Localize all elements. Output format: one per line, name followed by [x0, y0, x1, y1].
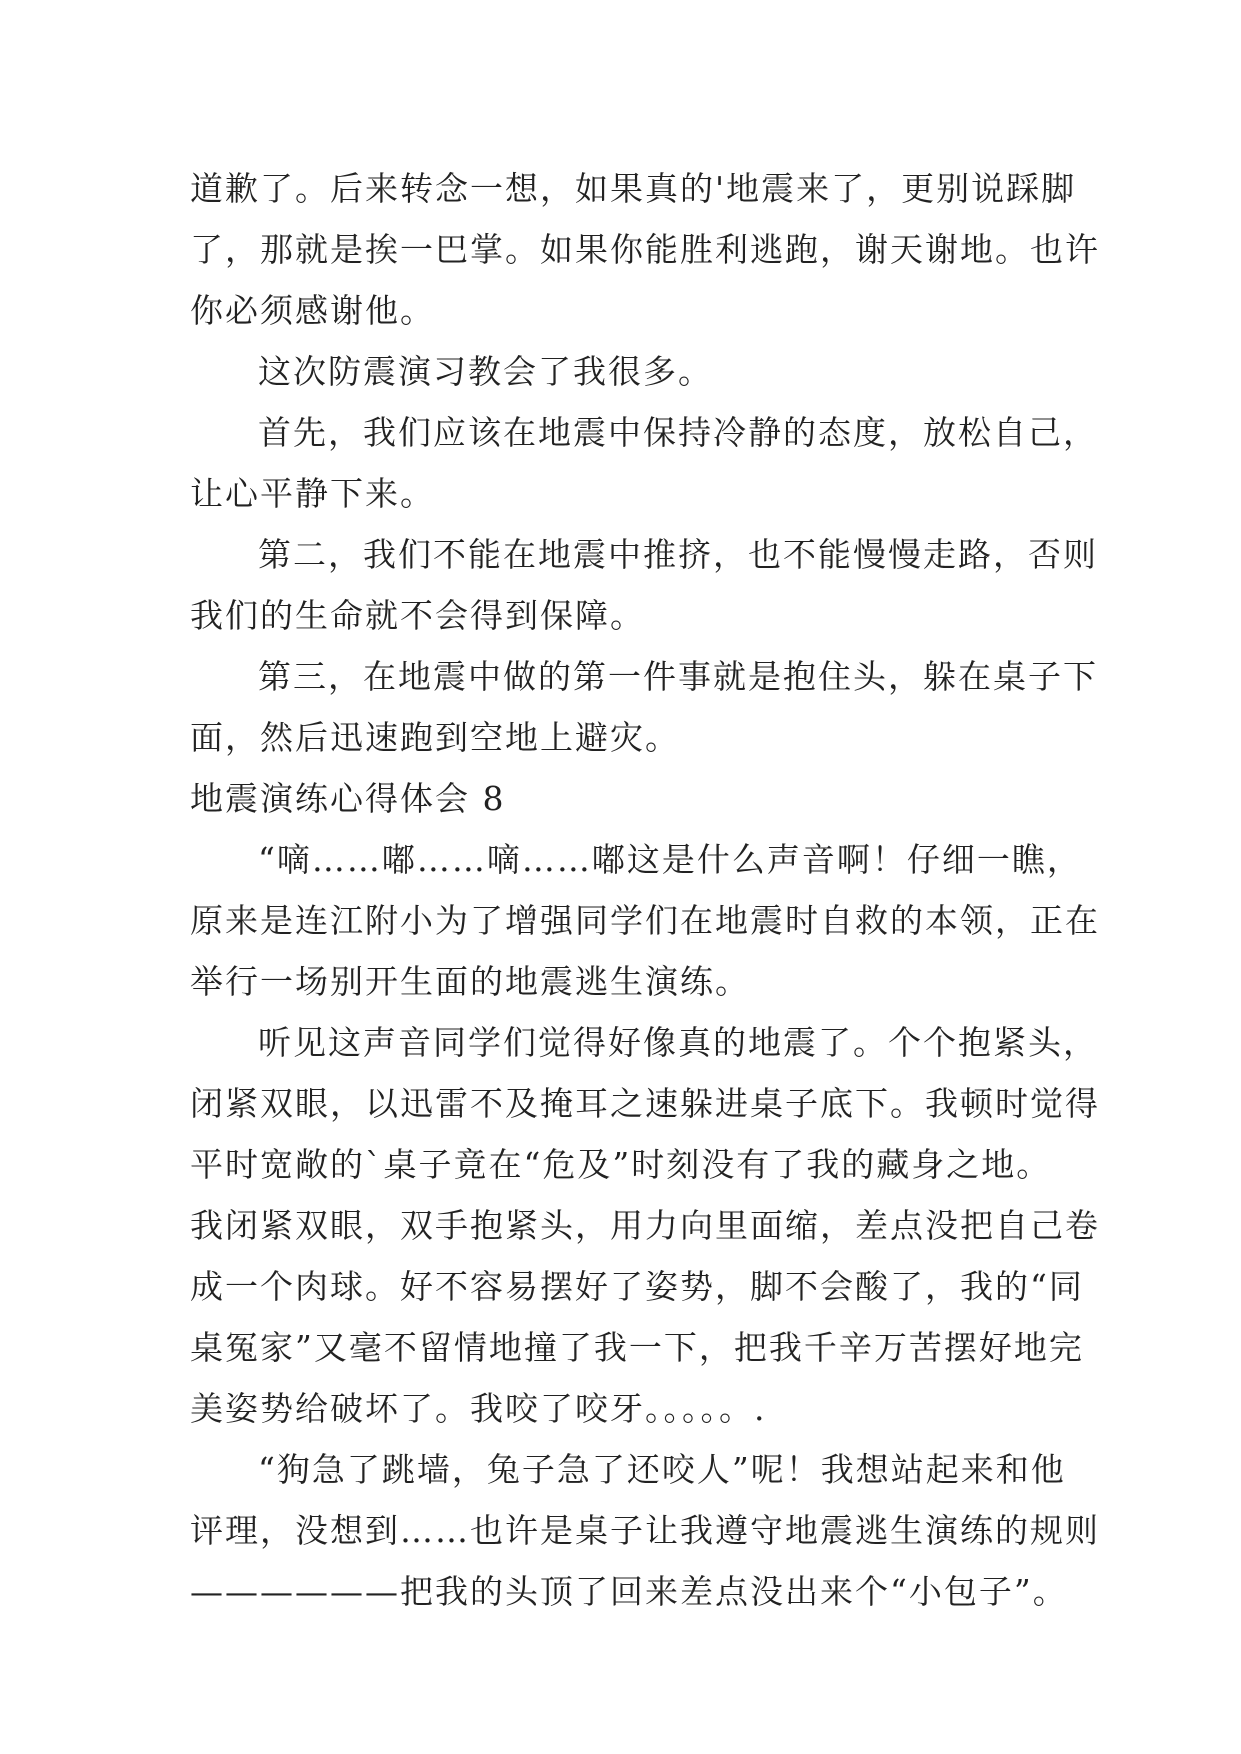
text-line: “嘀……嘟……嘀……嘟这是什么声音啊！仔细一瞧， — [258, 840, 1082, 879]
section-heading: 地震演练心得体会 8 — [190, 779, 506, 818]
text-line: 第二，我们不能在地震中推挤，也不能慢慢走路，否则 — [258, 535, 1098, 574]
text-line: 听见这声音同学们觉得好像真的地震了。个个抱紧头， — [258, 1023, 1098, 1062]
text-line: 道歉了。后来转念一想，如果真的'地震来了，更别说踩脚 — [190, 169, 1077, 208]
text-line: 让心平静下来。 — [190, 474, 435, 513]
text-line: “狗急了跳墙，兔子急了还咬人”呢！我想站起来和他 — [258, 1450, 1066, 1489]
text-line: 成一个肉球。好不容易摆好了姿势，脚不会酸了，我的“同 — [190, 1267, 1084, 1306]
text-line: 我闭紧双眼，双手抱紧头，用力向里面缩，差点没把自己卷 — [190, 1206, 1100, 1245]
document-body — [190, 158, 1100, 1622]
text-line: 这次防震演习教会了我很多。 — [258, 352, 713, 391]
text-line: 你必须感谢他。 — [190, 291, 435, 330]
text-line: 举行一场别开生面的地震逃生演练。 — [190, 962, 750, 1001]
text-line: ——————把我的头顶了回来差点没出来个“小包子”。 — [190, 1572, 1068, 1611]
text-line: 面，然后迅速跑到空地上避灾。 — [190, 718, 680, 757]
text-line: 美姿势给破坏了。我咬了咬牙。。。。。. — [190, 1389, 767, 1428]
text-line: 第三，在地震中做的第一件事就是抱住头，躲在桌子下 — [258, 657, 1098, 696]
text-line: 桌冤家”又毫不留情地撞了我一下，把我千辛万苦摆好地完 — [190, 1328, 1084, 1367]
text-line: 评理，没想到……也许是桌子让我遵守地震逃生演练的规则 — [190, 1511, 1100, 1550]
text-line: 平时宽敞的`桌子竟在“危及”时刻没有了我的藏身之地。 — [190, 1145, 1052, 1184]
text-line: 我们的生命就不会得到保障。 — [190, 596, 645, 635]
text-line: 了，那就是挨一巴掌。如果你能胜利逃跑，谢天谢地。也许 — [190, 230, 1100, 269]
text-line: 原来是连江附小为了增强同学们在地震时自救的本领，正在 — [190, 901, 1100, 940]
text-line: 闭紧双眼，以迅雷不及掩耳之速躲进桌子底下。我顿时觉得 — [190, 1084, 1100, 1123]
text-line: 首先，我们应该在地震中保持冷静的态度，放松自己， — [258, 413, 1098, 452]
